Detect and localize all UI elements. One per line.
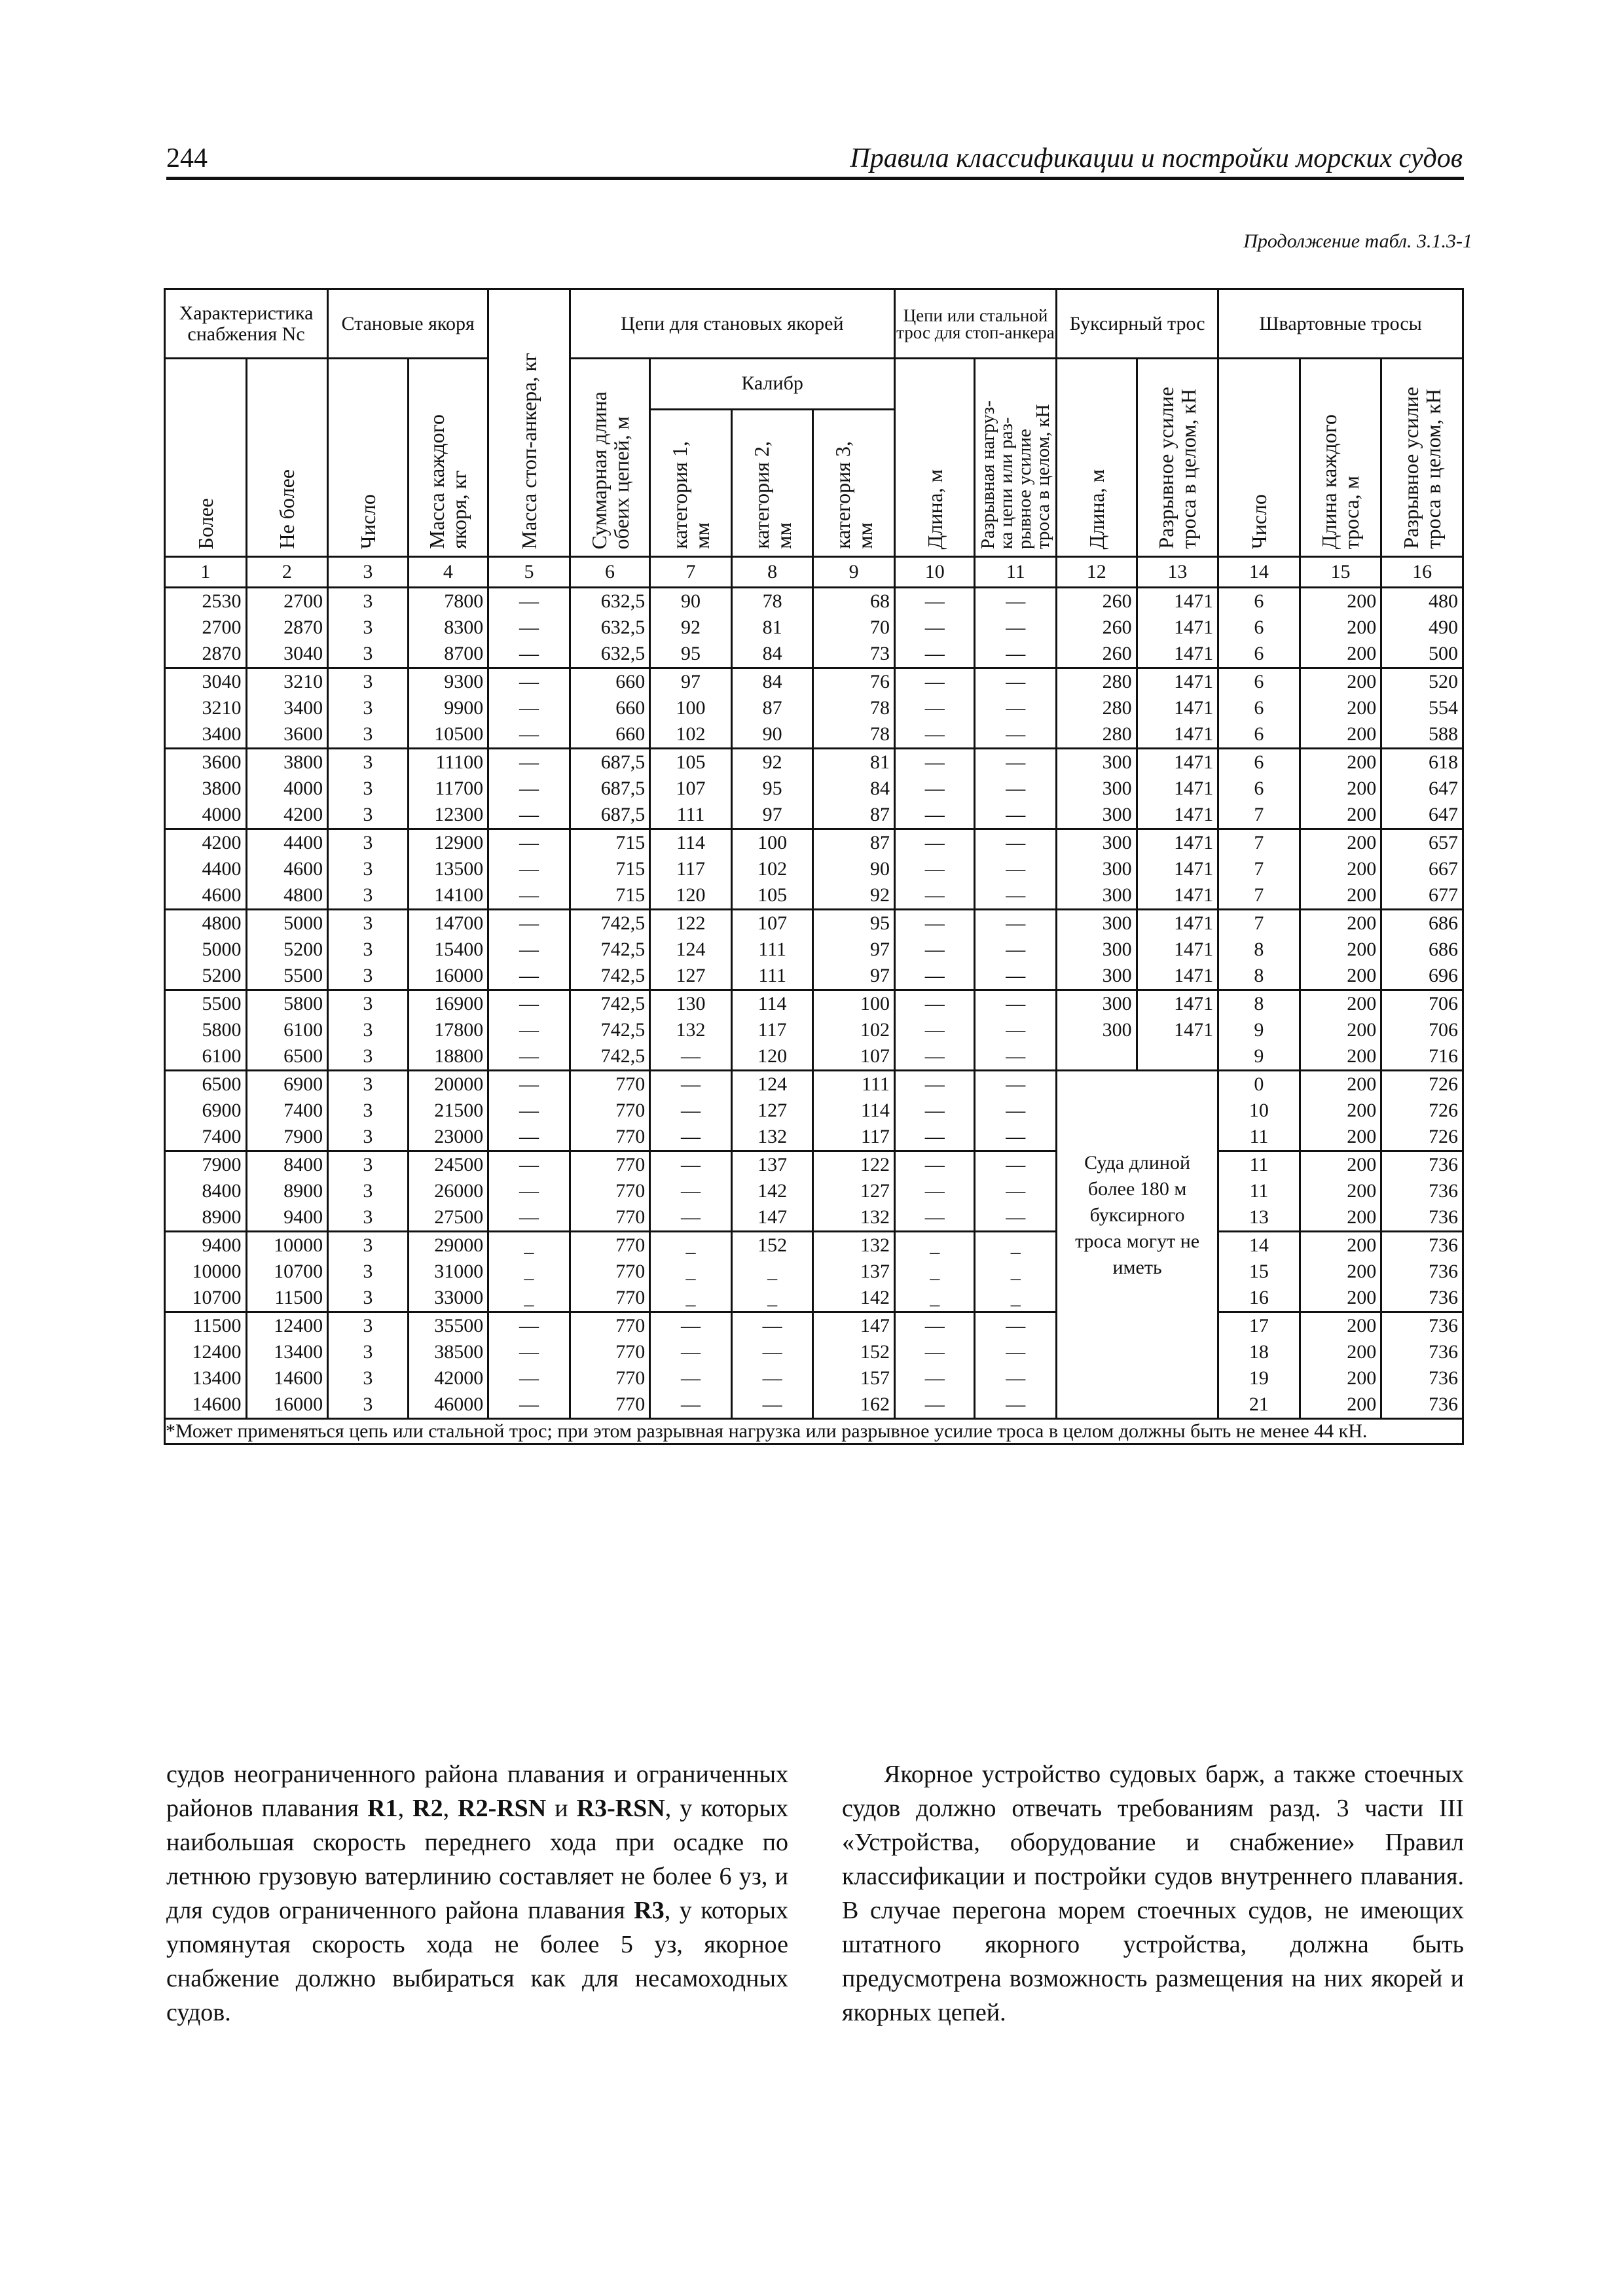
table-cell-col-6: 632,5 632,5 632,5 [570, 588, 650, 668]
col-number: 5 [488, 557, 570, 588]
col-number: 1 [165, 557, 247, 588]
table-cell-col-6: 660 660 660 [570, 668, 650, 749]
table-cell-col-10: _ _ _ [894, 1232, 975, 1312]
table-cell-col-1: 9400 10000 10700 [165, 1232, 247, 1312]
navigation-area-code: R1 [367, 1795, 398, 1822]
table-cell-col-1: 4200 4400 4600 [165, 829, 247, 910]
table-cell-col-5: — — — [488, 1151, 570, 1232]
table-cell-col-16: 618 647 647 [1381, 749, 1463, 829]
header-tow-force [1137, 359, 1218, 557]
table-cell-col-4: 12900 13500 14100 [408, 829, 488, 910]
col-number: 16 [1381, 557, 1463, 588]
table-cell-col-16: 520 554 588 [1381, 668, 1463, 749]
table-cell-col-4: 9300 9900 10500 [408, 668, 488, 749]
table-cell-col-15: 200 200 200 200 [1300, 1312, 1381, 1419]
table-cell-col-6: 770 770 770 [570, 1232, 650, 1312]
table-cell-col-7: — — — [650, 1071, 732, 1151]
table-cell-col-5: — — — [488, 829, 570, 910]
table-cell-col-14: 17 18 19 21 [1218, 1312, 1300, 1419]
table-cell-col-13: 1471 1471 1471 [1137, 668, 1218, 749]
header-anchor-count-text: Число [356, 493, 380, 549]
table-cell-col-12: 280 280 280 [1057, 668, 1137, 749]
table-body-lower [165, 1071, 1463, 1419]
table-cell-col-9: 87 90 92 [813, 829, 895, 910]
header-stop-anchor-mass [488, 289, 570, 557]
table-row-group [165, 1071, 1463, 1151]
table-cell-col-14: 7 8 8 [1218, 910, 1300, 990]
table-cell-col-5: — — — [488, 910, 570, 990]
table-cell-col-9: 76 78 78 [813, 668, 895, 749]
table-cell-col-3: 3 3 3 [328, 990, 409, 1071]
table-cell-col-4: 7800 8300 8700 [408, 588, 488, 668]
table-cell-col-14: 11 11 13 [1218, 1151, 1300, 1232]
header-cat2 [731, 409, 813, 556]
header-tow-length-text: Длина, м [1084, 469, 1108, 549]
table-cell-col-12: 260 260 260 [1057, 588, 1137, 668]
header-cat3-text: категория 3, мм [831, 441, 877, 549]
body-text-left [166, 1757, 788, 2030]
table-cell-col-11: — — — — [975, 1312, 1057, 1419]
table-row-group [165, 1312, 1463, 1419]
running-title: Правила классификации и постройки морских судов [850, 143, 1463, 173]
header-stop-length [894, 359, 975, 557]
table-cell-col-3: 3 3 3 [328, 749, 409, 829]
table-cell-col-7: — — — [650, 1151, 732, 1232]
table-cell-col-4: 29000 31000 33000 [408, 1232, 488, 1312]
body-text-fragment: , у которых наибольшая скорость переднего хода при осадке по летнюю грузовую ватерлинию составляет не более 6 уз, и для судов ограниченного района плавания [166, 1795, 789, 1924]
header-moor-length-text: Длина каждого троса, м [1317, 414, 1364, 549]
table-cell-col-8: 92 95 97 [731, 749, 813, 829]
header-cat1 [650, 409, 732, 556]
table-cell-col-6: 715 715 715 [570, 829, 650, 910]
table-cell-col-5: _ _ _ [488, 1232, 570, 1312]
table-cell-col-2: 3210 3400 3600 [246, 668, 328, 749]
table-cell-col-15: 200 200 200 [1300, 749, 1381, 829]
table-cell-col-14: 7 7 7 [1218, 829, 1300, 910]
col-number: 9 [813, 557, 895, 588]
table-cell-col-7: _ _ _ [650, 1232, 732, 1312]
table-cell-col-9: 81 84 87 [813, 749, 895, 829]
table-cell-col-1: 7900 8400 8900 [165, 1151, 247, 1232]
header-chain-length-text: Суммарная длина обеих цепей, м [587, 391, 633, 549]
table-cell-col-13: 1471 1471 1471 [1137, 910, 1218, 990]
table-cell-col-3: 3 3 3 [328, 1151, 409, 1232]
table-cell-col-1: 6500 6900 7400 [165, 1071, 247, 1151]
table-cell-col-9: 111 114 117 [813, 1071, 895, 1151]
header-moor-count-text: Число [1247, 493, 1271, 549]
table-continuation-label: Продолжение табл. 3.1.3-1 [1243, 230, 1472, 252]
table-cell-col-9: 132 137 142 [813, 1232, 895, 1312]
table-body-upper [165, 588, 1463, 1071]
col-number: 14 [1218, 557, 1300, 588]
table-cell-col-16: 686 686 696 [1381, 910, 1463, 990]
table-cell-col-5: — — — [488, 588, 570, 668]
table-row-group [165, 749, 1463, 829]
table-cell-col-8: 100 102 105 [731, 829, 813, 910]
table-cell-col-11: _ _ _ [975, 1232, 1057, 1312]
header-chains: Цепи для становых якорей [570, 289, 894, 359]
table-cell-col-16: 736 736 736 [1381, 1232, 1463, 1312]
table-cell-col-4: 11100 11700 12300 [408, 749, 488, 829]
table-cell-col-15: 200 200 200 [1300, 668, 1381, 749]
header-cat3 [813, 409, 895, 556]
table-cell-col-16: 736 736 736 736 [1381, 1312, 1463, 1419]
table-cell-col-7: 97 100 102 [650, 668, 732, 749]
table-cell-col-11: — — — [975, 668, 1057, 749]
col-number: 10 [894, 557, 975, 588]
table-cell-col-6: 687,5 687,5 687,5 [570, 749, 650, 829]
table-cell-col-1: 3040 3210 3400 [165, 668, 247, 749]
table-cell-col-3: 3 3 3 [328, 588, 409, 668]
table-cell-col-11: — — — [975, 910, 1057, 990]
table-cell-col-1: 11500 12400 13400 14600 [165, 1312, 247, 1419]
table-cell-col-6: 742,5 742,5 742,5 [570, 990, 650, 1071]
table-cell-col-9: 147 152 157 162 [813, 1312, 895, 1419]
table-cell-col-6: 770 770 770 [570, 1151, 650, 1232]
navigation-area-code: R2 [412, 1795, 443, 1822]
table-cell-col-2: 10000 10700 11500 [246, 1232, 328, 1312]
table-cell-col-11: — — — [975, 1151, 1057, 1232]
table-cell-col-8: 124 127 132 [731, 1071, 813, 1151]
table-cell-col-9: 122 127 132 [813, 1151, 895, 1232]
header-anchor-count [328, 359, 409, 557]
header-tow-length [1057, 359, 1137, 557]
body-text-fragment: , [443, 1795, 458, 1822]
table-cell-col-13: 1471 1471 1471 [1137, 588, 1218, 668]
table-cell-col-5: — — — — [488, 1312, 570, 1419]
table-cell-col-7: 90 92 95 [650, 588, 732, 668]
table-cell-col-8: 114 117 120 [731, 990, 813, 1071]
table-cell-col-12: 300 300 300 [1057, 910, 1137, 990]
table-cell-col-8: 78 81 84 [731, 588, 813, 668]
col-number: 15 [1300, 557, 1381, 588]
table-cell-col-10: — — — [894, 910, 975, 990]
table-cell-col-8: 152 _ _ [731, 1232, 813, 1312]
table-cell-col-4: 14700 15400 16000 [408, 910, 488, 990]
col-number: 13 [1137, 557, 1218, 588]
page-number: 244 [166, 143, 208, 173]
table-cell-col-15: 200 200 200 [1300, 1232, 1381, 1312]
table-cell-col-10: — — — [894, 588, 975, 668]
table-cell-col-14: 8 9 9 [1218, 990, 1300, 1071]
header-rule [166, 177, 1464, 180]
header-more [165, 359, 247, 557]
table-cell-col-11: — — — [975, 829, 1057, 910]
table-cell-col-7: 114 117 120 [650, 829, 732, 910]
table-cell-col-10: — — — [894, 1151, 975, 1232]
table-cell-col-5: — — — [488, 990, 570, 1071]
body-text-fragment: , [397, 1795, 413, 1822]
table-cell-col-1: 4800 5000 5200 [165, 910, 247, 990]
table-row-group [165, 1232, 1463, 1312]
table-cell-col-16: 480 490 500 [1381, 588, 1463, 668]
table-cell-col-11: — — — [975, 588, 1057, 668]
table-row-group [165, 1151, 1463, 1232]
table-cell-col-13: 1471 1471 [1137, 990, 1218, 1071]
table-cell-col-2: 4400 4600 4800 [246, 829, 328, 910]
table-cell-col-5: — — — [488, 1071, 570, 1151]
header-stop-anchor-mass-text: Масса стоп-анкера, кг [517, 352, 541, 549]
header-moor-force-text: Разрывное усилие троса в целом, кН [1399, 387, 1446, 549]
table-cell-col-6: 742,5 742,5 742,5 [570, 910, 650, 990]
table-cell-col-2: 3800 4000 4200 [246, 749, 328, 829]
header-anchors: Становые якоря [328, 289, 488, 359]
header-chain-length [570, 359, 650, 557]
table-cell-col-15: 200 200 200 [1300, 829, 1381, 910]
table-cell-col-3: 3 3 3 [328, 910, 409, 990]
running-header [166, 141, 1463, 181]
col-number: 11 [975, 557, 1057, 588]
table-cell-col-2: 6900 7400 7900 [246, 1071, 328, 1151]
body-text-fragment: , у которых упомянутая скорость хода не более 5 уз, якорное снабжение должно выбираться как для несамоходных судов. [166, 1897, 789, 2026]
table-cell-col-14: 0 10 11 [1218, 1071, 1300, 1151]
table-cell-col-14: 6 6 7 [1218, 749, 1300, 829]
table-cell-col-2: 5000 5200 5500 [246, 910, 328, 990]
table-cell-col-14: 6 6 6 [1218, 668, 1300, 749]
table-cell-col-10: — — — [894, 749, 975, 829]
table-cell-col-10: — — — [894, 990, 975, 1071]
table-cell-col-3: 3 3 3 [328, 1232, 409, 1312]
table-cell-col-7: — — — — [650, 1312, 732, 1419]
header-anchor-mass-text: Масса каждого якоря, кг [425, 414, 471, 549]
header-anchor-mass [408, 359, 488, 557]
table-cell-col-16: 657 667 677 [1381, 829, 1463, 910]
header-break-load [975, 359, 1057, 557]
table-cell-col-15: 200 200 200 [1300, 1071, 1381, 1151]
table-cell-col-2: 8400 8900 9400 [246, 1151, 328, 1232]
tow-note-cell: Суда длиной более 180 м буксирного троса могут не иметь [1057, 1071, 1218, 1419]
header-stop-chain: Цепи или стальной трос для стоп-анкера [894, 289, 1056, 359]
table-cell-col-9: 100 102 107 [813, 990, 895, 1071]
table-cell-col-11: — — — [975, 749, 1057, 829]
table-cell-col-9: 68 70 73 [813, 588, 895, 668]
table-cell-col-1: 3600 3800 4000 [165, 749, 247, 829]
table-cell-col-4: 24500 26000 27500 [408, 1151, 488, 1232]
header-tow-force-text: Разрывное усилие троса в целом, кН [1154, 387, 1201, 549]
header-not-more-text: Не более [275, 469, 299, 549]
table-cell-col-6: 770 770 770 [570, 1071, 650, 1151]
body-text-fragment: и [546, 1795, 577, 1822]
table-cell-col-1: 5500 5800 6100 [165, 990, 247, 1071]
table-row-group [165, 990, 1463, 1071]
header-moor-length [1300, 359, 1381, 557]
table-cell-col-3: 3 3 3 3 [328, 1312, 409, 1419]
header-moor-count [1218, 359, 1300, 557]
table-cell-col-12: 300 300 [1057, 990, 1137, 1071]
header-towline: Буксирный трос [1057, 289, 1218, 359]
table-cell-col-3: 3 3 3 [328, 829, 409, 910]
table-cell-col-9: 95 97 97 [813, 910, 895, 990]
header-moor-force [1381, 359, 1463, 557]
header-stop-length-text: Длина, м [922, 469, 947, 549]
navigation-area-code: R3 [634, 1897, 665, 1924]
table-row-group [165, 829, 1463, 910]
table-cell-col-15: 200 200 200 [1300, 990, 1381, 1071]
table-cell-col-8: 137 142 147 [731, 1151, 813, 1232]
table-cell-col-15: 200 200 200 [1300, 588, 1381, 668]
table-cell-col-7: 105 107 111 [650, 749, 732, 829]
table-cell-col-7: 130 132 — [650, 990, 732, 1071]
column-number-row [165, 557, 1463, 588]
col-number: 7 [650, 557, 732, 588]
navigation-area-code: R2-RSN [458, 1795, 547, 1822]
header-characteristic: Характеристика снабжения Nc [165, 289, 328, 359]
table-row-group [165, 588, 1463, 668]
table-cell-col-14: 14 15 16 [1218, 1232, 1300, 1312]
body-text-fragment: судов неограниченного района плавания и ограниченных районов плавания [166, 1761, 788, 1822]
anchor-equipment-table [164, 288, 1464, 1445]
table-cell-col-16: 726 726 726 [1381, 1071, 1463, 1151]
table-cell-col-5: — — — [488, 749, 570, 829]
table-cell-col-10: — — — [894, 1071, 975, 1151]
table-cell-col-15: 200 200 200 [1300, 1151, 1381, 1232]
table-cell-col-13: 1471 1471 1471 [1137, 749, 1218, 829]
table-cell-col-2: 2700 2870 3040 [246, 588, 328, 668]
footnote-row [165, 1419, 1463, 1444]
header-cat2-text: категория 2, мм [749, 441, 795, 549]
col-number: 2 [246, 557, 328, 588]
table-cell-col-10: — — — — [894, 1312, 975, 1419]
header-mooring: Швартовные тросы [1218, 289, 1463, 359]
table-cell-col-1: 2530 2700 2870 [165, 588, 247, 668]
table-cell-col-2: 5800 6100 6500 [246, 990, 328, 1071]
table-cell-col-16: 736 736 736 [1381, 1151, 1463, 1232]
table-cell-col-4: 16900 17800 18800 [408, 990, 488, 1071]
table-cell-col-14: 6 6 6 [1218, 588, 1300, 668]
table-cell-col-12: 300 300 300 [1057, 829, 1137, 910]
table-cell-col-4: 35500 38500 42000 46000 [408, 1312, 488, 1419]
col-number: 12 [1057, 557, 1137, 588]
header-not-more [246, 359, 328, 557]
table-cell-col-8: — — — — [731, 1312, 813, 1419]
table-cell-col-7: 122 124 127 [650, 910, 732, 990]
table-cell-col-3: 3 3 3 [328, 668, 409, 749]
col-number: 8 [731, 557, 813, 588]
table-cell-col-10: — — — [894, 829, 975, 910]
header-break-load-text: Разрывная нагруз- ка цепи или раз- рывное усилие троса в целом, кН [977, 400, 1054, 549]
table-cell-col-6: 770 770 770 770 [570, 1312, 650, 1419]
body-text-right: Якорное устройство судовых барж, а также стоечных судов должно отвечать требованиям разд. 3 части III «Устройства, оборудование и снабжение» Правил классификации и постройки судов внутреннего плавания. В случае перегона морем стоечных судов, не имеющих штатного якорного устройства, должна быть предусмотрена возможность размещения на них якорей и якорных цепей. [842, 1761, 1464, 2026]
header-cat1-text: категория 1, мм [668, 441, 714, 549]
table-cell-col-13: 1471 1471 1471 [1137, 829, 1218, 910]
table-row-group [165, 668, 1463, 749]
table-cell-col-16: 706 706 716 [1381, 990, 1463, 1071]
col-number: 3 [328, 557, 409, 588]
footnote: *Может применяться цепь или стальной трос; при этом разрывная нагрузка или разрывное усилие троса в целом должны быть не менее 44 кН. [165, 1419, 1463, 1444]
col-number: 4 [408, 557, 488, 588]
navigation-area-code: R3-RSN [576, 1795, 665, 1822]
header-caliber: Калибр [650, 359, 895, 410]
table-cell-col-11: — — — [975, 1071, 1057, 1151]
col-number: 6 [570, 557, 650, 588]
table-cell-col-10: — — — [894, 668, 975, 749]
table-cell-col-11: — — — [975, 990, 1057, 1071]
table-cell-col-5: — — — [488, 668, 570, 749]
table-cell-col-12: 300 300 300 [1057, 749, 1137, 829]
table-cell-col-4: 20000 21500 23000 [408, 1071, 488, 1151]
header-more-text: Более [193, 497, 217, 549]
table-cell-col-8: 84 87 90 [731, 668, 813, 749]
table-cell-col-8: 107 111 111 [731, 910, 813, 990]
table-cell-col-2: 12400 13400 14600 16000 [246, 1312, 328, 1419]
table-cell-col-15: 200 200 200 [1300, 910, 1381, 990]
table-row-group [165, 910, 1463, 990]
table-cell-col-3: 3 3 3 [328, 1071, 409, 1151]
